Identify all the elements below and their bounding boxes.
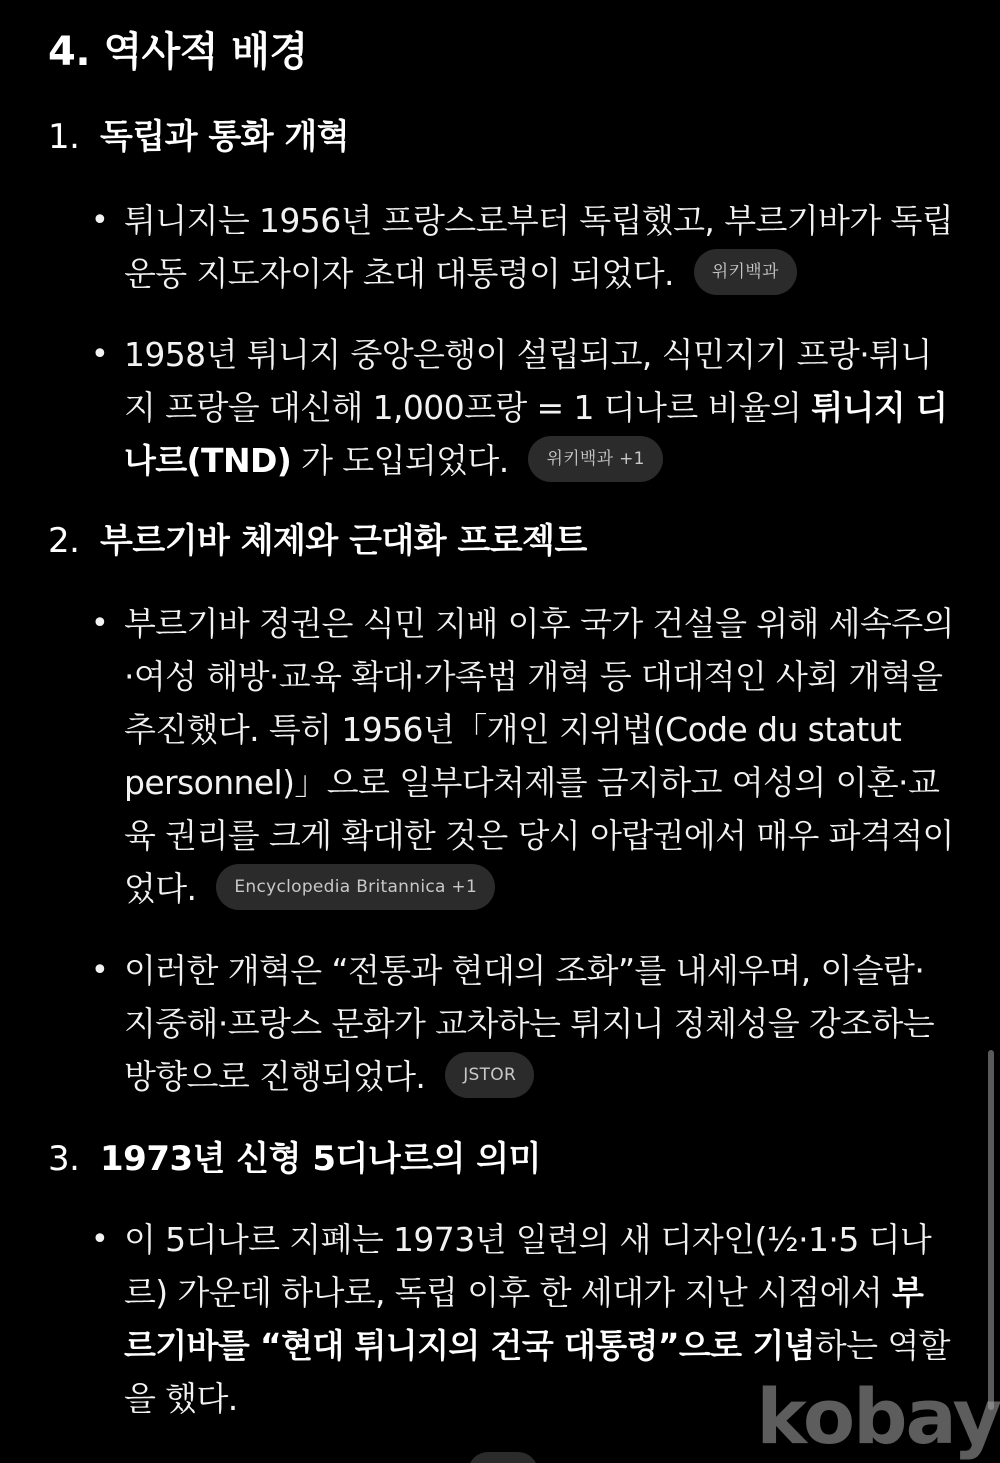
subsection-heading-3: [48, 1134, 541, 1184]
subsection-heading-2: [48, 516, 587, 566]
subsection-number: 3.: [48, 1139, 80, 1179]
bullet-text: 1958년 튀니지 중앙은행이 설립되고, 식민지기 프랑·튀니지 프랑을 대신해 1,000프랑 = 1 디나르 비율의: [124, 335, 932, 427]
source-chip[interactable]: Encyclopedia Britannica +1: [216, 864, 495, 910]
subsection-title: 부르기바 체제와 근대화 프로젝트: [100, 521, 587, 561]
bullet-dot: •: [91, 203, 109, 238]
list-item: [91, 194, 954, 300]
subsection-title: 1973년 신형 5디나르의 의미: [100, 1139, 541, 1179]
bullet-dot: •: [91, 337, 109, 372]
subsection-number: 2.: [48, 521, 80, 561]
watermark-logo: kobay: [756, 1372, 1000, 1461]
bullet-dot: •: [91, 953, 109, 988]
bullet-dot: •: [91, 1222, 109, 1257]
bullet-text: 부르기바 정권은 식민 지배 이후 국가 건설을 위해 세속주의·여성 해방·교육 확대·가족법 개혁 등 대대적인 사회 개혁을 추진했다. 특히 1956년「개인 지위법(Code du statut personnel)」으로 일부다처제를 금지하고 여성의 이혼·교육 권리를 크게 확대한 것은 당시 아랍권에서 매우 파격적이었다.: [124, 604, 954, 908]
bullet-bold-text: 튀니지 디나르(TND): [124, 388, 948, 480]
subsection-title: 독립과 통화 개혁: [100, 117, 350, 157]
bullet-text: 가 도입되었다.: [291, 441, 509, 480]
bullet-text: 하는 역할을 했다.: [124, 1326, 950, 1418]
source-chip[interactable]: 위키백과 +1: [528, 436, 662, 482]
subsection-heading-1: [48, 112, 349, 162]
source-chip[interactable]: JSTOR: [445, 1052, 534, 1098]
subsection-number: 1.: [48, 117, 80, 157]
source-chip[interactable]: 위키백과: [694, 249, 797, 295]
bullet-text: 이 5디나르 지폐는 1973년 일련의 새 디자인(½·1·5 디나르) 가운데 하나로, 독립 이후 한 세대가 지난 시점에서: [124, 1220, 932, 1312]
list-item: [91, 328, 954, 487]
list-item: [91, 597, 954, 915]
bullet-dot: •: [91, 606, 109, 641]
scrollbar-thumb[interactable]: [988, 1050, 994, 1410]
list-item: [91, 944, 954, 1103]
source-chip-peek: [468, 1452, 538, 1463]
bullet-text: 이러한 개혁은 “전통과 현대의 조화”를 내세우며, 이슬람·지중해·프랑스 문화가 교차하는 튀지니 정체성을 강조하는 방향으로 진행되었다.: [124, 951, 935, 1096]
section-title: 4. 역사적 배경: [48, 29, 308, 75]
bullet-bold-text: 부르기바를 “현대 튀니지의 건국 대통령”으로 기념: [124, 1273, 924, 1365]
bullet-text: 튀니지는 1956년 프랑스로부터 독립했고, 부르기바가 독립운동 지도자이자 초대 대통령이 되었다.: [124, 201, 954, 293]
